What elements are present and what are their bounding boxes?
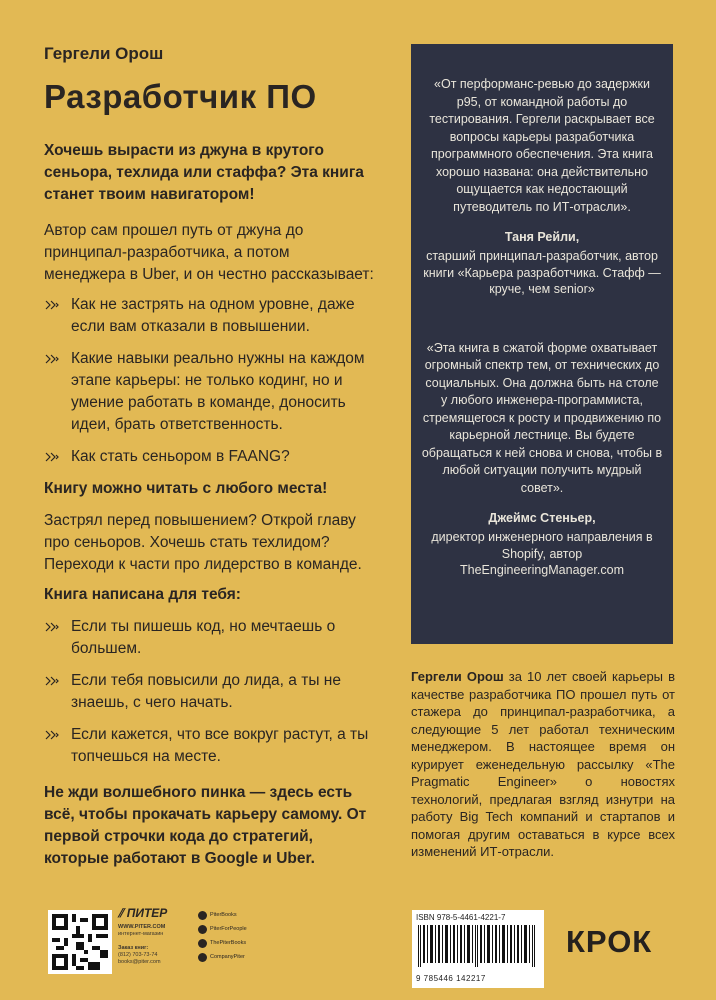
publisher-email[interactable]: books@piter.com: [118, 959, 161, 965]
arrow-bullet-icon: [44, 449, 60, 465]
for-you-heading: Книга написана для тебя:: [44, 586, 241, 603]
arrow-bullet-icon: [44, 297, 60, 313]
publisher-socials: [198, 908, 290, 964]
arrow-bullet-icon: [44, 727, 60, 743]
career-bullets: [44, 294, 374, 468]
quote-divider: [421, 298, 663, 340]
list-item: Если кажется, что все вокруг растут, а ты топчешься на месте.: [44, 724, 374, 768]
isbn-barcode-block: [412, 910, 544, 988]
qr-code[interactable]: [48, 910, 112, 974]
social-link[interactable]: PiterBooks: [198, 908, 290, 922]
publisher-site-sub: интернет-магазин: [118, 931, 164, 937]
arrow-bullet-icon: [44, 673, 60, 689]
social-icon: [198, 939, 207, 948]
list-item: Как стать сеньором в FAANG?: [44, 446, 374, 468]
author-name: Гергели Орош: [44, 44, 164, 63]
social-link[interactable]: ThePiterBooks: [198, 936, 290, 950]
order-label: Заказ книг:: [118, 945, 149, 951]
quote-author: Таня Рейли,: [504, 230, 580, 244]
quote-author: Джеймс Стеньер,: [488, 511, 596, 525]
social-icon: [198, 911, 207, 920]
arrow-bullet-icon: [44, 619, 60, 635]
barcode-icon: [416, 925, 540, 967]
read-anywhere-heading: Книгу можно читать с любого места!: [44, 480, 328, 497]
audience-bullets: [44, 616, 374, 768]
piter-logo-icon: ⫽: [118, 906, 124, 920]
social-icon: [198, 953, 207, 962]
barcode-digits: 9 785446 142217: [416, 974, 486, 983]
social-link[interactable]: CompanyPiter: [198, 950, 290, 964]
arrow-bullet-icon: [44, 351, 60, 367]
quote-author-role: старший принципал-разработчик, автор книги «Карьера разработчика. Стафф — круче, чем senior»: [423, 249, 661, 296]
bio-text: за 10 лет своей карьеры в качестве разработчика ПО прошел путь от стажера до принципал-разработчика, а следующие 5 лет работал техническим менеджером. В настоящее время он курирует еженедельную рассылку «The Pragmatic Engineer» о новостях технологий, предлагая взгляд изнутри на работу Big Tech компаний и стартапов и помогая другим оставаться в курсе всех изменений ИТ-отрасли.: [411, 669, 676, 859]
lead-text: Хочешь вырасти из джуна в крутого сеньора, техлида или стаффа? Эта книга станет твоим навигатором!: [44, 142, 364, 203]
quotes-panel: [411, 44, 673, 644]
list-item: Если тебя повысили до лида, а ты не знаешь, с чего начать.: [44, 670, 374, 714]
bio-author-name: Гергели Орош: [411, 669, 504, 684]
list-item: Если ты пишешь код, но мечтаешь о большем.: [44, 616, 374, 660]
social-link[interactable]: PiterForPeople: [198, 922, 290, 936]
publisher-logo: ⫽ ПИТЕР: [118, 906, 168, 920]
qr-code-icon: [52, 914, 108, 970]
closing-text: Не жди волшебного пинка — здесь есть всё, чтобы прокачать карьеру самому. От первой строчки кода до стратегий, которые работают в Google и Uber.: [44, 784, 367, 867]
publisher-block: [118, 906, 288, 976]
intro-text: Автор сам прошел путь от джуна до принципал-разработчика, а потом менеджера в Uber, и он честно рассказывает:: [44, 222, 374, 283]
book-title: Разработчик ПО: [44, 78, 317, 115]
publisher-site[interactable]: WWW.PITER.COM: [118, 924, 166, 930]
social-icon: [198, 925, 207, 934]
author-bio: [411, 668, 675, 861]
quote-text: «Эта книга в сжатой форме охватывает огромный спектр тем, от технических до социальных. Она должна быть на столе у любого инженера-программиста, стремящегося к росту и продвижению по карьерной лестнице. Вы будете обращаться к ней снова и снова, чтобы в любой ситуации получить мудрый совет».: [421, 340, 663, 495]
series-logo: КРОК: [566, 924, 653, 959]
isbn-number: ISBN 978-5-4461-4221-7: [416, 913, 506, 922]
quote-author-role: директор инженерного направления в Shopify, автор TheEngineeringManager.com: [431, 530, 653, 577]
publisher-phone: (812) 703-73-74: [118, 952, 158, 958]
quote-text: «От перформанс-ревью до задержки p95, от командной работы до тестирования. Гергели раскрывает все вопросы карьеры разработчика программного обеспечения. Эта книга хорошо названа: она действительно ощущается как недостающий путеводитель по ИТ-отрасли».: [429, 77, 655, 214]
list-item: Какие навыки реально нужны на каждом этапе карьеры: не только кодинг, но и умение работать в команде, доносить идеи, брать ответственность.: [44, 348, 374, 436]
left-column: [44, 44, 374, 884]
publisher-contacts: [118, 924, 190, 966]
stuck-text: Застрял перед повышением? Открой главу про сеньоров. Хочешь стать техлидом? Переходи к части про лидерство в команде.: [44, 512, 362, 573]
list-item: Как не застрять на одном уровне, даже если вам отказали в повышении.: [44, 294, 374, 338]
